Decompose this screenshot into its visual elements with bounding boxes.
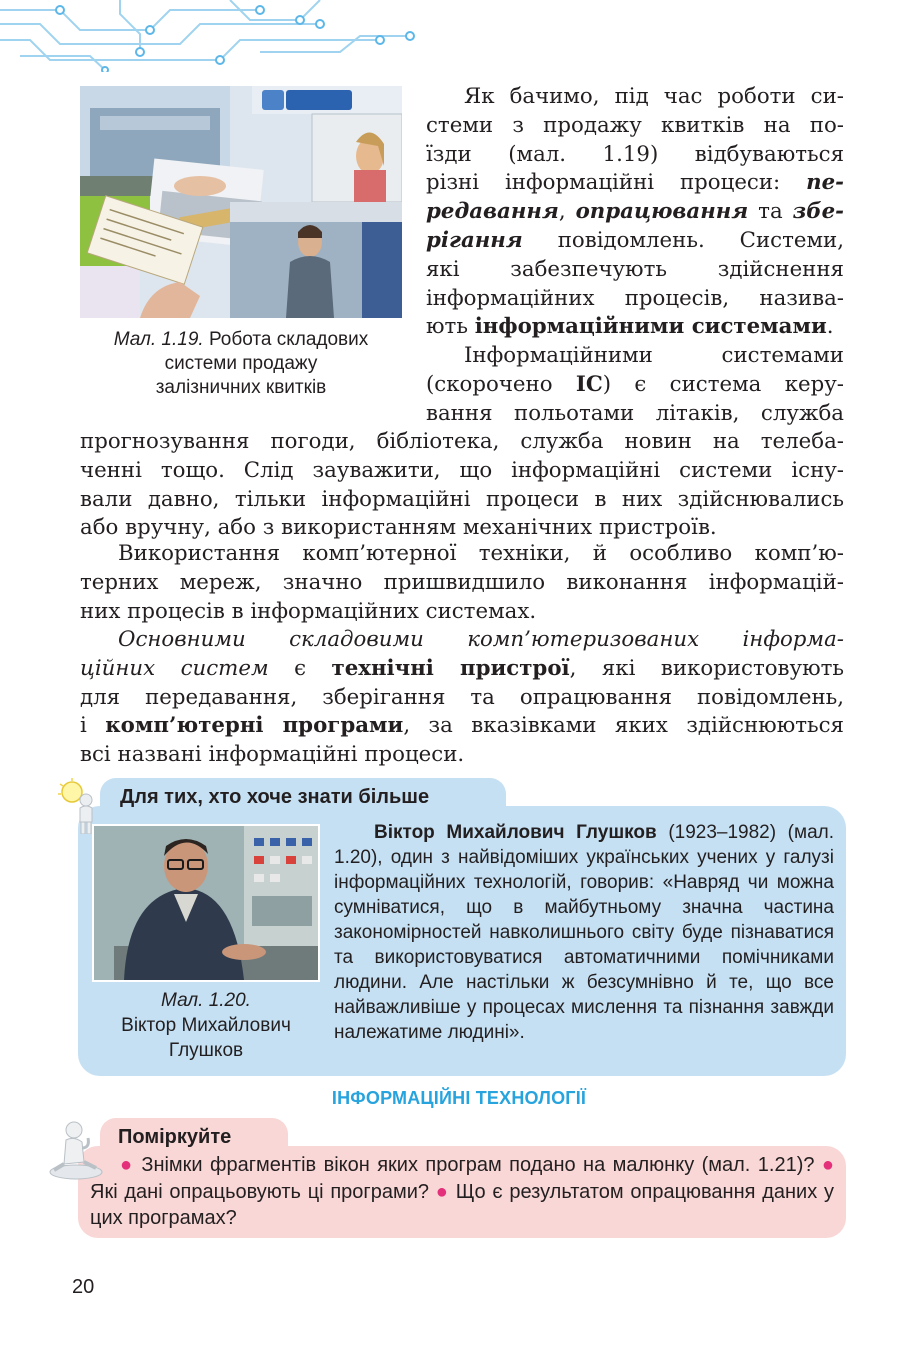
text-line: вали давно, тільки інформаційні процеси в них здійснювались bbox=[80, 486, 844, 512]
text-line: терних мереж, значно пришвидшило виконання інформацій- bbox=[80, 569, 844, 595]
text-line: і комп’ютерні програми, за вказівками яких здійснюються bbox=[80, 713, 844, 739]
bullet-icon: ● bbox=[821, 1154, 834, 1176]
more-info-title: Для тих, хто хоче знати більше bbox=[120, 786, 430, 808]
text-line: для передавання, зберігання та опрацювання повідомлень, bbox=[80, 684, 844, 710]
text-line: або вручну, або з використанням механічних пристроїв. bbox=[80, 515, 717, 541]
bullet-icon: ● bbox=[435, 1180, 450, 1203]
paragraph-4 bbox=[80, 626, 844, 770]
paragraph-2-narrow bbox=[426, 342, 844, 428]
text-line: Основними складовими комп’ютеризованих інформа- bbox=[118, 627, 844, 652]
text-line: стеми з продажу квитків на по- bbox=[426, 112, 844, 138]
person-name: Віктор Михайлович Глушков bbox=[374, 822, 657, 843]
text-line: ченні тощо. Слід зауважити, що інформаційні системи існу- bbox=[80, 457, 844, 483]
caption-line: системи продажу bbox=[164, 353, 318, 374]
bullet-icon: ● bbox=[120, 1154, 134, 1176]
text-line: ційних систем є технічні пристрої, які використовують bbox=[80, 655, 844, 681]
paragraph-1 bbox=[426, 83, 844, 342]
paragraph-3 bbox=[80, 540, 844, 626]
figure-label: Мал. 1.20. bbox=[161, 990, 251, 1011]
quote-text: (1923–1982) (мал. 1.20), один з найвідоміших українських учених у галузі інформаційних технологій, говорив: «Навряд чи можна сумніватися, що в майбутньому значна частина закономірностей навколишнього світу буде пізнаватися та використовуватися автоматичними помічниками людини. Але настільки ж безсумнівно й те, що все найважливіше у процесах мислення та пізнання завжди належатиме людині». bbox=[334, 822, 834, 1043]
text-line: (скорочено ІС) є система керу- bbox=[426, 371, 844, 397]
question-1: Знімки фрагментів вікон яких програм подано на малюнку (мал. 1.21)? bbox=[133, 1154, 822, 1176]
page-number: 20 bbox=[72, 1276, 95, 1298]
figure-1-20-caption bbox=[92, 988, 320, 1063]
text-line: Інформаційними системами bbox=[464, 343, 844, 368]
text-line: редавання, опрацювання та збе- bbox=[426, 199, 844, 225]
text-line: вання польотами літаків, служба bbox=[426, 400, 844, 426]
text-line: інформаційних процесів, назива- bbox=[426, 285, 844, 311]
text-line: всі названі інформаційні процеси. bbox=[80, 742, 465, 768]
caption-line: Віктор Михайлович bbox=[121, 1015, 291, 1036]
paragraph-2-wide bbox=[80, 428, 844, 543]
text-line: їзди (мал. 1.19) відбуваються bbox=[426, 141, 844, 167]
section-title: ІНФОРМАЦІЙНІ ТЕХНОЛОГІЇ bbox=[331, 1088, 587, 1108]
circuit-decoration bbox=[0, 0, 430, 72]
text-line: різні інформаційні процеси: пе- bbox=[426, 170, 844, 196]
figure-1-19-collage bbox=[80, 86, 402, 318]
text-line: прогнозування погоди, бібліотека, служба новин на телеба- bbox=[80, 429, 844, 454]
figure-1-19-caption bbox=[80, 328, 402, 400]
caption-line: залізничних квитків bbox=[155, 377, 327, 398]
caption-line: Глушков bbox=[168, 1040, 244, 1061]
text-line: Використання комп’ютерної техніки, й особливо комп’ю- bbox=[118, 541, 844, 566]
figure-label: Мал. 1.19. bbox=[113, 329, 204, 350]
think-title: Поміркуйте bbox=[118, 1126, 232, 1148]
text-line: рігання повідомлень. Системи, bbox=[426, 227, 844, 253]
text-line: ють інформаційними системами. bbox=[426, 314, 834, 340]
caption-line: Робота складових bbox=[208, 329, 369, 350]
think-text bbox=[90, 1152, 834, 1232]
more-info-text bbox=[334, 820, 834, 1045]
question-2: Які дані опрацьовують ці програми? bbox=[90, 1180, 436, 1203]
text-line: них процесів в інформаційних системах. bbox=[80, 598, 537, 624]
question-3: Що є результатом опрацювання даних у цих програмах? bbox=[90, 1180, 834, 1229]
figure-1-20-portrait bbox=[92, 824, 320, 982]
text-line: які забезпечують здійснення bbox=[426, 256, 844, 282]
text-line: Як бачимо, під час роботи си- bbox=[464, 84, 844, 109]
